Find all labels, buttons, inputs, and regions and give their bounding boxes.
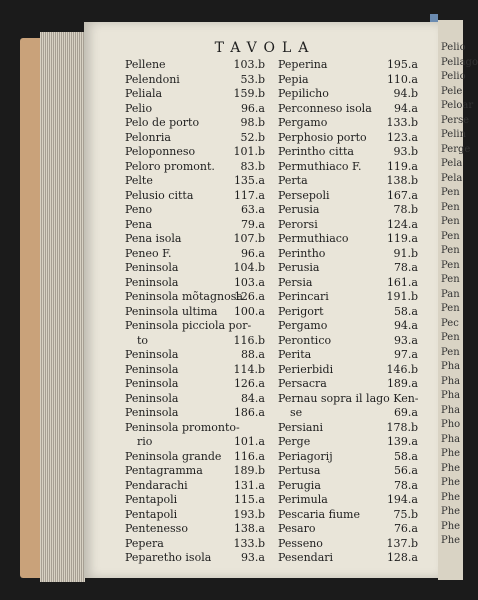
entry-name: Peninsola mõtagnosa — [125, 290, 243, 303]
entry-page-ref: 189.b — [233, 464, 265, 477]
entry-name: Perimula — [278, 493, 328, 506]
entry-page-ref: 137.b — [386, 536, 418, 550]
entry-page-ref: 58.a — [393, 449, 418, 463]
entry-name: Periagorij — [278, 449, 333, 463]
entry-name: Pentagramma — [125, 464, 203, 477]
facing-page-text: Pha — [441, 390, 461, 401]
entry-page-ref: 138.b — [386, 174, 418, 187]
entry-page-ref: 52.b — [240, 130, 265, 144]
facing-page-text: Pha — [441, 404, 461, 416]
entry-name: Pentapoli — [125, 507, 178, 521]
facing-page-text: Phe — [441, 506, 461, 517]
facing-page-text: Phe — [441, 448, 461, 459]
entry-page-ref: 93.a — [240, 551, 265, 564]
facing-page-text: Pelio — [441, 71, 466, 82]
facing-page-text: Pen — [441, 187, 460, 198]
entry-page-ref: 124.a — [386, 217, 418, 231]
entry-name: Peninsola — [125, 275, 179, 289]
facing-page-text: Pen — [441, 332, 460, 343]
entry-name: Perphosio porto — [278, 130, 367, 144]
entry-page-ref: 101.a — [233, 435, 265, 448]
entry-name: Peninsola — [125, 377, 179, 390]
entry-name: Pelte — [125, 174, 153, 187]
entry-page-ref: 103.b — [233, 58, 265, 71]
facing-page-text: Perse — [441, 114, 470, 126]
entry-name: Perintho — [278, 246, 326, 260]
entry-page-ref: 186.a — [233, 406, 265, 419]
entry-page-ref: 139.a — [386, 435, 418, 448]
entry-name: Pentapoli — [125, 493, 178, 506]
entry-name: Perontico — [278, 333, 332, 347]
entry-name: Perconneso isola — [278, 101, 372, 115]
entry-page-ref: 138.a — [233, 522, 265, 535]
facing-page-text: Pen — [441, 346, 460, 358]
entry-name: rio — [137, 435, 153, 448]
facing-page-text: Pen — [441, 245, 460, 256]
facing-page-text: Phe — [441, 535, 461, 546]
entry-name: Pena isola — [125, 232, 182, 245]
entry-page-ref: 115.a — [233, 493, 265, 506]
entry-name: Peninsola ultima — [125, 304, 218, 318]
entry-name: Pesendari — [278, 551, 334, 564]
entry-page-ref: 76.a — [393, 522, 418, 535]
entry-page-ref: 100.a — [233, 304, 265, 318]
entry-name: Persepoli — [278, 188, 330, 202]
facing-page-text: Pho — [441, 419, 461, 430]
entry-name: Pelo de porto — [125, 116, 200, 129]
entry-name: Permuthiaco F. — [278, 159, 362, 173]
entry-name: Peninsola — [125, 362, 179, 376]
entry-name: Pelio — [125, 101, 153, 115]
entry-name: Peninsola — [125, 261, 179, 274]
entry-name: Perorsi — [278, 217, 318, 231]
facing-page-text: Pelin — [441, 129, 467, 140]
entry-page-ref: 135.a — [233, 174, 265, 187]
entry-page-ref: 178.b — [386, 420, 418, 434]
entry-name: Pergamo — [278, 319, 328, 332]
entry-name: Pelonria — [125, 130, 171, 144]
entry-page-ref: 159.b — [233, 87, 265, 100]
facing-page-text: Pela — [441, 158, 463, 169]
entry-name: se — [290, 406, 303, 419]
entry-name: to — [137, 333, 149, 347]
entry-page-ref: 101.b — [233, 145, 265, 158]
entry-page-ref: 94.b — [393, 87, 418, 100]
entry-name: Peloponneso — [125, 145, 196, 158]
entry-page-ref: 75.b — [393, 507, 418, 521]
entry-name: Peninsola promonto- — [125, 420, 240, 434]
entry-page-ref: 93.a — [393, 333, 418, 347]
entry-page-ref: 167.a — [386, 188, 418, 202]
facing-page-text: Pha — [441, 361, 461, 372]
entry-name: Pena — [125, 217, 153, 231]
entry-name: Pernau sopra il lago Ken- — [278, 391, 419, 405]
facing-page-text: Peloar — [441, 100, 474, 111]
entry-page-ref: 110.a — [386, 72, 418, 86]
entry-page-ref: 78.b — [393, 203, 418, 216]
entry-name: Perugia — [278, 478, 321, 492]
entry-name: Pepera — [125, 536, 164, 550]
entry-name: Perusia — [278, 203, 320, 216]
entry-page-ref: 161.a — [386, 275, 418, 289]
facing-page-fragment — [438, 20, 478, 580]
entry-page-ref: 146.b — [386, 362, 418, 376]
entry-page-ref: 126.a — [233, 377, 265, 390]
entry-name: Perierbidi — [278, 362, 334, 376]
entry-name: Pescaria fiume — [278, 507, 360, 521]
facing-page-text: Pen — [441, 216, 460, 227]
entry-name: Perge — [278, 435, 311, 448]
entry-name: Peno — [125, 203, 153, 216]
entry-page-ref: 53.b — [240, 72, 265, 86]
entry-name: Permuthiaco — [278, 232, 349, 245]
page-edges — [40, 32, 85, 582]
entry-name: Pelendoni — [125, 72, 180, 86]
entry-name: Pepilicho — [278, 87, 329, 100]
page-header: TAVOLA — [214, 40, 316, 56]
entry-page-ref: 78.a — [393, 478, 418, 492]
entry-name: Peninsola — [125, 406, 179, 419]
entry-name: Pellene — [125, 58, 166, 71]
entry-name: Perincari — [278, 290, 329, 303]
entry-name: Pergamo — [278, 116, 328, 129]
facing-page-text: Phe — [441, 477, 461, 488]
facing-page-text: Pele — [441, 85, 463, 97]
entry-page-ref: 63.a — [240, 203, 265, 216]
entry-name: Perta — [278, 174, 308, 187]
entry-page-ref: 119.a — [386, 159, 418, 173]
facing-page-text: Pen — [441, 303, 460, 314]
entry-name: Pendarachi — [125, 478, 188, 492]
entry-name: Persia — [278, 275, 313, 289]
entry-name: Pesseno — [278, 536, 323, 550]
entry-page-ref: 119.a — [386, 232, 418, 245]
entry-page-ref: 128.a — [386, 551, 418, 564]
entry-name: Peneo F. — [125, 246, 172, 260]
entry-page-ref: 133.b — [233, 536, 265, 550]
entry-page-ref: 96.a — [240, 246, 265, 260]
entry-page-ref: 133.b — [386, 116, 418, 129]
entry-name: Pepia — [278, 72, 309, 86]
entry-page-ref: 58.a — [393, 304, 418, 318]
entry-page-ref: 97.a — [393, 348, 418, 361]
entry-page-ref: 78.a — [393, 261, 418, 274]
entry-page-ref: 116.a — [233, 449, 265, 463]
entry-name: Peloro promont. — [125, 159, 215, 173]
entry-name: Peparetho isola — [125, 551, 212, 564]
entry-page-ref: 69.a — [393, 406, 418, 419]
facing-page-text: Pela — [441, 172, 463, 184]
entry-name: Pentenesso — [125, 522, 188, 535]
facing-page-text: Perge — [441, 143, 471, 155]
facing-page-text: Pan — [441, 288, 460, 300]
facing-page-text: Phe — [441, 520, 461, 532]
facing-page-text: Pha — [441, 433, 461, 445]
entry-page-ref: 195.a — [386, 58, 418, 71]
entry-page-ref: 117.a — [233, 188, 265, 202]
entry-name: Perigort — [278, 304, 324, 318]
entry-page-ref: 114.b — [233, 362, 265, 376]
entry-page-ref: 79.a — [240, 217, 265, 231]
entry-page-ref: 83.b — [240, 159, 265, 173]
entry-page-ref: 194.a — [386, 493, 418, 506]
entry-name: Perintho citta — [278, 145, 354, 158]
entry-page-ref: 84.a — [240, 391, 265, 405]
entry-page-ref: 88.a — [240, 348, 265, 361]
ribbon-marker — [430, 14, 438, 22]
entry-name: Peperina — [278, 58, 328, 71]
facing-page-text: Pen — [441, 230, 460, 242]
entry-page-ref: 116.b — [233, 333, 265, 347]
entry-page-ref: 94.a — [393, 101, 418, 115]
entry-name: Pesaro — [278, 522, 316, 535]
entry-page-ref: 126.a — [233, 290, 265, 303]
entry-page-ref: 107.b — [233, 232, 265, 245]
entry-name: Peliala — [125, 87, 163, 100]
entry-name: Perusia — [278, 261, 320, 274]
entry-page-ref: 94.a — [393, 319, 418, 332]
entry-name: Peninsola grande — [125, 449, 222, 463]
facing-page-text: Pellago — [441, 56, 478, 68]
facing-page-text: Phe — [441, 491, 461, 503]
entry-name: Pelusio citta — [125, 188, 194, 202]
entry-name: Peninsola — [125, 391, 179, 405]
entry-page-ref: 131.a — [233, 478, 265, 492]
entry-page-ref: 98.b — [240, 116, 265, 129]
entry-page-ref: 123.a — [386, 130, 418, 144]
entry-name: Persiani — [278, 420, 323, 434]
entry-page-ref: 104.b — [233, 261, 265, 274]
entry-page-ref: 189.a — [386, 377, 418, 390]
entry-name: Peninsola — [125, 348, 179, 361]
entry-name: Pertusa — [278, 464, 321, 477]
entry-name: Persacra — [278, 377, 327, 390]
facing-page-text: Pen — [441, 259, 460, 271]
entry-page-ref: 191.b — [386, 290, 418, 303]
entry-page-ref: 96.a — [240, 101, 265, 115]
entry-page-ref: 193.b — [233, 507, 265, 521]
entry-page-ref: 103.a — [233, 275, 265, 289]
facing-page-text: Pen — [441, 201, 460, 213]
facing-page-text: Pen — [441, 274, 460, 285]
facing-page-text: Pec — [441, 317, 459, 329]
entry-name: Perita — [278, 348, 312, 361]
entry-page-ref: 91.b — [393, 246, 418, 260]
entry-name: Peninsola picciola por- — [125, 319, 252, 332]
facing-page-text: Pha — [441, 375, 461, 387]
facing-page-text: Phe — [441, 462, 461, 474]
entry-page-ref: 93.b — [393, 145, 418, 158]
entry-page-ref: 56.a — [393, 464, 418, 477]
facing-page-text: Pelio — [441, 42, 466, 53]
